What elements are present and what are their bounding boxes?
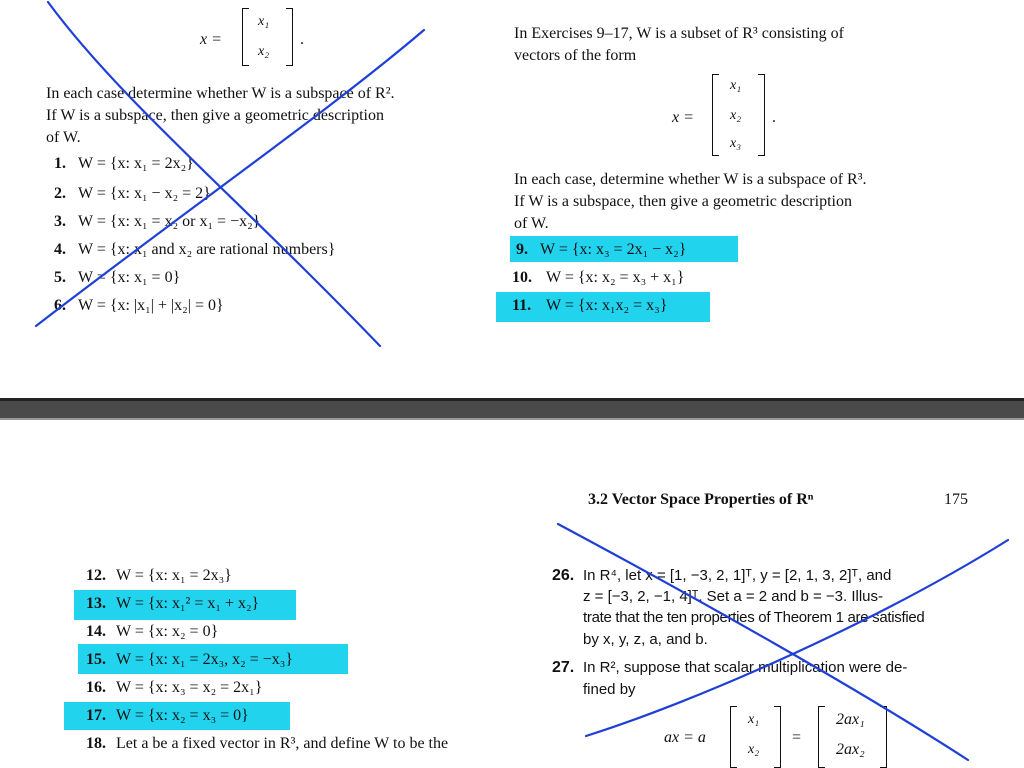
intro-line-2: vectors of the form <box>514 47 637 64</box>
ex26-line-1: In R⁴, let x = [1, −3, 2, 1]ᵀ, y = [2, 1, 3, 2]ᵀ, and <box>583 567 892 584</box>
item-num: 1. <box>54 155 66 172</box>
instr-line-3: of W. <box>514 215 549 232</box>
instr-line-2: If W is a subspace, then give a geometric description <box>514 193 852 210</box>
ex26-line-2: z = [−3, 2, −1, 4]ᵀ. Set a = 2 and b = −3. Illus- <box>583 588 884 605</box>
formula-rhs-2: 2ax₂ <box>836 741 865 758</box>
section-title: 3.2 Vector Space Properties of Rⁿ <box>588 491 814 508</box>
item-num: 10. <box>512 269 532 286</box>
ex26-line-3: trate that the ten properties of Theorem 1 are satisfied <box>583 609 925 626</box>
cross-stroke-top-left-a <box>48 2 380 346</box>
item-text: W = {x: x₁ = 2x₃} <box>116 567 232 584</box>
instr-line-1: In each case determine whether W is a subspace of R². <box>46 85 395 102</box>
item-num: 15. <box>86 651 106 668</box>
ex27-num: 27. <box>552 659 575 676</box>
formula-entry-2: x₂ <box>748 742 760 757</box>
formula-lhs: ax = a <box>664 729 706 746</box>
ex27-line-1: In R², suppose that scalar multiplication were de- <box>583 659 908 676</box>
ex26-num: 26. <box>552 567 575 584</box>
item-text: W = {x: x₁ and x₂ are rational numbers} <box>78 241 336 258</box>
vector-entry-3: x₃ <box>730 136 742 151</box>
instr-line-1: In each case, determine whether W is a subspace of R³. <box>514 171 867 188</box>
item-num: 9. <box>516 241 528 258</box>
vector-lhs: x = <box>672 109 694 126</box>
item-text: W = {x: x₁ = x₂ or x₁ = −x₂} <box>78 213 261 230</box>
vector-dot: . <box>772 109 776 126</box>
item-num: 5. <box>54 269 66 286</box>
bracket-left <box>818 706 825 768</box>
item-text: W = {x: x₁x₂ = x₃} <box>546 297 668 314</box>
item-text: W = {x: x₁ = 2x₃, x₂ = −x₃} <box>116 651 294 668</box>
ex26-line-4: by x, y, z, a, and b. <box>583 631 708 648</box>
intro-line-1: In Exercises 9–17, W is a subset of R³ consisting of <box>514 25 844 42</box>
item-text: W = {x: x₁ = 0} <box>78 269 181 286</box>
ex27-line-2: fined by <box>583 681 636 698</box>
item-text: Let a be a fixed vector in R³, and define W to be the <box>116 735 449 752</box>
item-num: 4. <box>54 241 66 258</box>
item-text: W = {x: x₂ = x₃ + x₁} <box>546 269 685 286</box>
formula-entry-1: x₁ <box>748 712 760 727</box>
item-text: W = {x: x₁ − x₂ = 2} <box>78 185 211 202</box>
item-num: 11. <box>512 297 532 314</box>
item-num: 18. <box>86 735 106 752</box>
formula-rhs-1: 2ax₁ <box>836 711 865 728</box>
item-text: W = {x: x₃ = 2x₁ − x₂} <box>540 241 687 258</box>
item-num: 17. <box>86 707 106 724</box>
item-text: W = {x: x₂ = x₃ = 0} <box>116 707 249 724</box>
bracket-right <box>286 8 293 66</box>
item-text: W = {x: |x₁| + |x₂| = 0} <box>78 297 224 314</box>
item-text: W = {x: x₁² = x₁ + x₂} <box>116 595 260 612</box>
item-text: W = {x: x₂ = 0} <box>116 623 219 640</box>
bracket-left <box>242 8 249 66</box>
vector-dot: . <box>300 31 304 48</box>
vector-entry-2: x₂ <box>258 44 270 59</box>
instr-line-3: of W. <box>46 129 81 146</box>
vector-entry-2: x₂ <box>730 108 742 123</box>
bracket-left <box>730 706 737 768</box>
item-num: 12. <box>86 567 106 584</box>
vector-entry-1: x₁ <box>730 78 742 93</box>
vector-entry-1: x₁ <box>258 14 270 29</box>
item-text: W = {x: x₃ = x₂ = 2x₁} <box>116 679 263 696</box>
bracket-left <box>712 74 719 156</box>
instr-line-2: If W is a subspace, then give a geometric description <box>46 107 384 124</box>
item-num: 16. <box>86 679 106 696</box>
item-num: 3. <box>54 213 66 230</box>
item-num: 13. <box>86 595 106 612</box>
page-divider <box>0 398 1024 420</box>
bracket-right <box>758 74 765 156</box>
bracket-right <box>880 706 887 768</box>
item-num: 6. <box>54 297 66 314</box>
vector-lhs: x = <box>200 31 222 48</box>
bracket-right <box>774 706 781 768</box>
formula-eq: = <box>792 729 802 746</box>
item-num: 14. <box>86 623 106 640</box>
item-text: W = {x: x₁ = 2x₂} <box>78 155 194 172</box>
page-number: 175 <box>944 491 968 508</box>
item-num: 2. <box>54 185 66 202</box>
